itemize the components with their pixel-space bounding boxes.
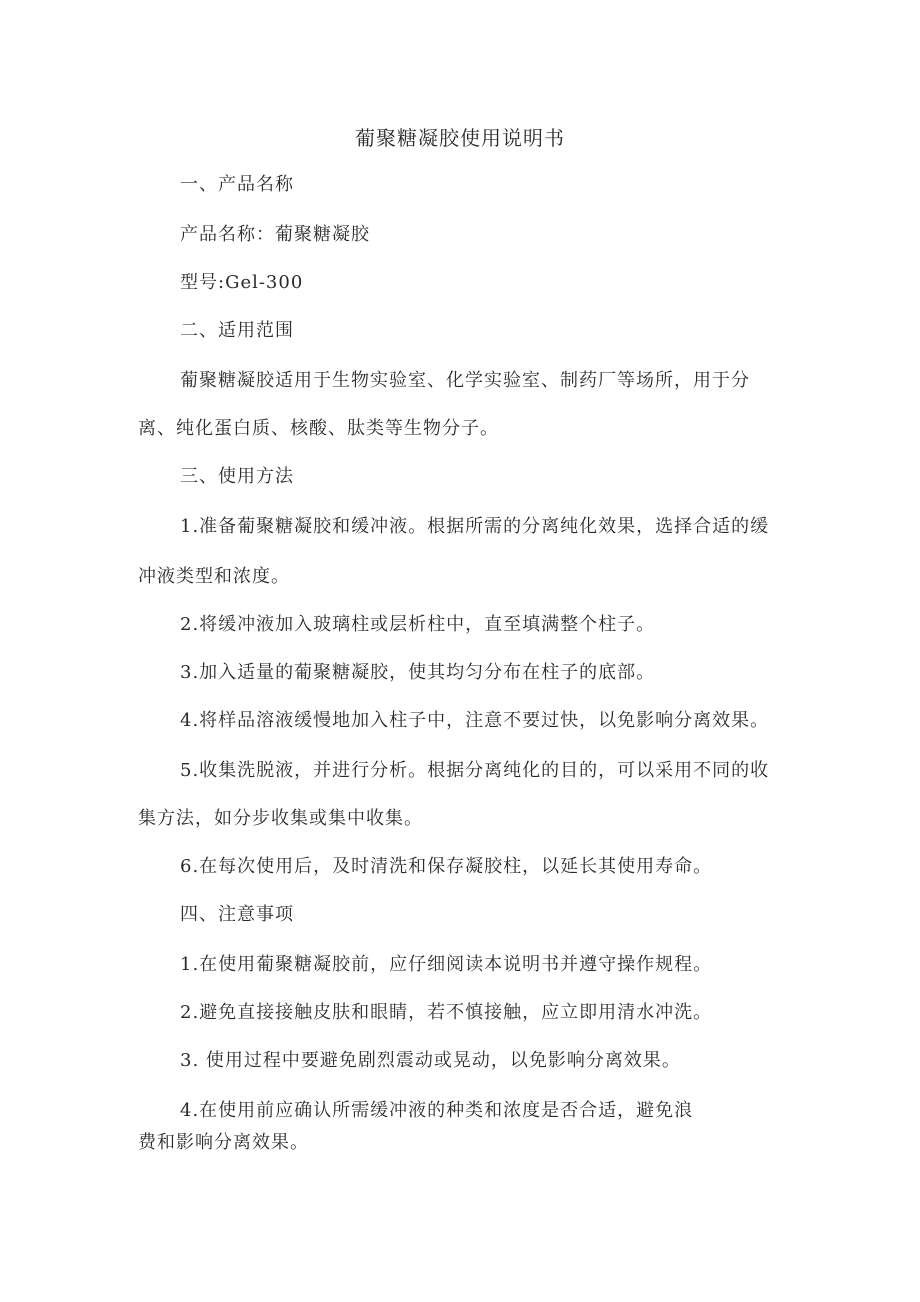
usage-step-6: 6.在每次使用后，及时清洗和保存凝胶柱，以延长其使用寿命。 — [180, 856, 713, 877]
usage-step-3: 3.加入适量的葡聚糖凝胶，使其均匀分布在柱子的底部。 — [180, 662, 656, 683]
product-name-line: 产品名称：葡聚糖凝胶 — [180, 224, 370, 245]
usage-step-4: 4.将样品溶液缓慢地加入柱子中，注意不要过快，以免影响分离效果。 — [180, 710, 770, 731]
usage-step-1-line-2: 冲液类型和浓度。 — [138, 566, 290, 587]
section-heading-product-name: 一、产品名称 — [180, 174, 294, 195]
precaution-2: 2.避免直接接触皮肤和眼睛，若不慎接触，应立即用清水冲洗。 — [180, 1002, 713, 1023]
usage-step-1-line-1: 1.准备葡聚糖凝胶和缓冲液。根据所需的分离纯化效果，选择合适的缓 — [180, 516, 770, 537]
document-title: 葡聚糖凝胶使用说明书 — [355, 126, 565, 150]
scope-paragraph-line-1: 葡聚糖凝胶适用于生物实验室、化学实验室、制药厂等场所，用于分 — [180, 370, 750, 391]
precaution-4-line-2: 费和影响分离效果。 — [138, 1132, 309, 1153]
section-heading-precautions: 四、注意事项 — [180, 904, 294, 925]
precaution-1: 1.在使用葡聚糖凝胶前，应仔细阅读本说明书并遵守操作规程。 — [180, 954, 713, 975]
usage-step-5-line-2: 集方法，如分步收集或集中收集。 — [138, 808, 423, 829]
precaution-4-line-1: 4.在使用前应确认所需缓冲液的种类和浓度是否合适，避免浪 — [180, 1100, 694, 1121]
section-heading-scope: 二、适用范围 — [180, 320, 294, 341]
section-heading-usage: 三、使用方法 — [180, 466, 294, 487]
usage-step-5-line-1: 5.收集洗脱液，并进行分析。根据分离纯化的目的，可以采用不同的收 — [180, 760, 770, 781]
usage-step-2: 2.将缓冲液加入玻璃柱或层析柱中，直至填满整个柱子。 — [180, 614, 656, 635]
model-line: 型号:Gel-300 — [180, 272, 304, 293]
scope-paragraph-line-2: 离、纯化蛋白质、核酸、肽类等生物分子。 — [138, 418, 499, 439]
precaution-3: 3. 使用过程中要避免剧烈震动或晃动，以免影响分离效果。 — [180, 1050, 681, 1071]
